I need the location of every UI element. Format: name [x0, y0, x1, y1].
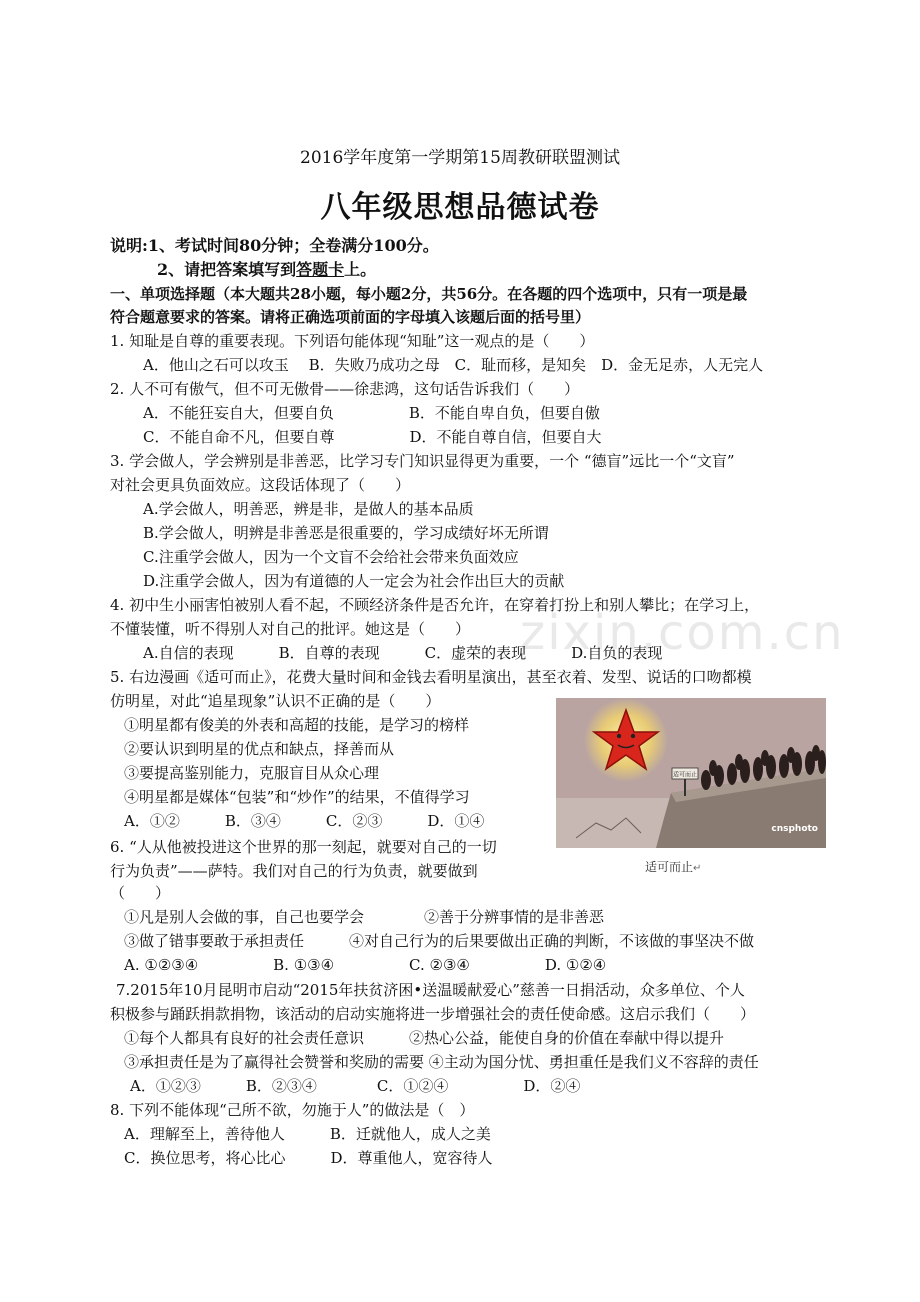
figure-caption — [645, 858, 701, 875]
question-6-options: A. ①②③④ B. ①③④ C. ②③④ D. ①②④ — [124, 956, 607, 974]
question-5-statement-3: ③要提高鉴别能力，克服盲目从众心理 — [124, 764, 380, 782]
question-4-stem-2: 不懂装懂，听不得别人对自己的批评。她这是（ ） — [110, 620, 471, 638]
question-8-options-cd: C．换位思考，将心比心 D．尊重他人，宽容待人 — [124, 1149, 493, 1167]
answer-sheet-term: 答题卡 — [296, 260, 345, 279]
watermark: zixin.com.cn — [520, 605, 845, 661]
question-7-options: A．①②③ B．②③④ C．①②④ D．②④ — [130, 1077, 581, 1095]
section-1-header-line-1: 一、单项选择题（本大题共28小题，每小题2分，共56分。在各题的四个选项中，只有一项是最 — [110, 285, 748, 303]
question-3-option-b: B.学会做人，明辨是非善恶是很重要的，学习成绩好坏无所谓 — [143, 524, 549, 542]
question-8-stem: 8. 下列不能体现“己所不欲，勿施于人”的做法是（ ） — [110, 1101, 475, 1119]
question-7-statements-34: ③承担责任是为了赢得社会赞誉和奖励的需要 ④主动为国分忧、勇担重任是我们义不容辞的责任 — [124, 1053, 759, 1071]
question-2-stem: 2. 人不可有傲气，但不可无傲骨——徐悲鸿，这句话告诉我们（ ） — [110, 380, 580, 398]
question-6-stem-2: 行为负责”——萨特。我们对自己的行为负责，就要做到 — [110, 862, 478, 880]
cartoon-figure — [556, 698, 826, 848]
question-6-statements-34: ③做了错事要敢于承担责任 ④对自己行为的后果要做出正确的判断，不该做的事坚决不做 — [124, 932, 755, 950]
signpost-text: 适可而止 — [672, 771, 698, 779]
question-1-stem: 1. 知耻是自尊的重要表现。下列语句能体现“知耻”这一观点的是（ ） — [110, 332, 595, 350]
instructions-line-2 — [157, 260, 376, 280]
question-5-stem-2: 仿明星，对此“追星现象”认识不正确的是（ ） — [110, 692, 441, 710]
instructions-prefix: 2、请把答案填写到 — [157, 260, 297, 279]
question-5-statement-2: ②要认识到明星的优点和缺点，择善而从 — [124, 740, 395, 758]
exam-title: 八年级思想品德试卷 — [320, 190, 600, 225]
question-8-options-ab: A．理解至上，善待他人 B．迁就他人，成人之美 — [124, 1125, 491, 1143]
question-3-stem-2: 对社会更具负面效应。这段话体现了（ ） — [110, 476, 411, 494]
question-1-options: A．他山之石可以攻玉 B．失败乃成功之母 C．耻而移，是知矣 D．金无足赤，人无完人 — [143, 356, 764, 374]
question-5-statement-1: ①明星都有俊美的外表和高超的技能，是学习的榜样 — [124, 716, 470, 734]
question-5-stem-1: 5. 右边漫画《适可而止》，花费大量时间和金钱去看明星演出，甚至衣着、发型、说话的口吻都模 — [110, 668, 752, 686]
instructions-line-1: 说明:1、考试时间80分钟；全卷满分100分。 — [110, 236, 439, 255]
question-3-option-d: D.注重学会做人，因为有道德的人一定会为社会作出巨大的贡献 — [143, 572, 565, 590]
question-2-options-ab: A．不能狂妄自大，但要自负 B．不能自卑自负，但要自傲 — [143, 404, 600, 422]
question-3-option-a: A.学会做人，明善恶，辨是非，是做人的基本品质 — [143, 500, 474, 518]
question-5-statement-4: ④明星都是媒体“包装”和“炒作”的结果，不值得学习 — [124, 788, 470, 806]
question-2-options-cd: C．不能自命不凡，但要自尊 D．不能自尊自信，但要自大 — [143, 428, 602, 446]
question-7-stem-1: 7.2015年10月昆明市启动“2015年扶贫济困•送温暖献爱心”慈善一日捐活动，众多单位、个人 — [116, 981, 745, 999]
question-6-stem-1: 6. “人从他被投进这个世界的那一刻起，就要对自己的一切 — [110, 838, 497, 856]
question-6-stem-3: （ ） — [110, 884, 171, 902]
section-1-header-line-2: 符合题意要求的答案。请将正确选项前面的字母填入该题后面的括号里） — [110, 308, 591, 326]
photo-credit: cnsphoto — [771, 824, 818, 834]
question-7-statements-12: ①每个人都具有良好的社会责任意识 ②热心公益，能使自身的价值在奉献中得以提升 — [124, 1029, 725, 1047]
question-6-statements-12: ①凡是别人会做的事，自己也要学会 ②善于分辨事情的是非善恶 — [124, 908, 605, 926]
question-7-stem-2: 积极参与踊跃捐款捐物，该活动的启动实施将进一步增强社会的责任使命感。这启示我们（ ） — [110, 1005, 756, 1023]
instructions-suffix: 上。 — [344, 260, 377, 279]
question-3-stem-1: 3. 学会做人，学会辨别是非善恶，比学习专门知识显得更为重要，一个 “德盲”远比一个“文盲” — [110, 452, 735, 470]
figure-caption-text: 适可而止 — [645, 860, 694, 874]
question-3-option-c: C.注重学会做人，因为一个文盲不会给社会带来负面效应 — [143, 548, 519, 566]
exam-subtitle: 2016学年度第一学期第15周教研联盟测试 — [300, 148, 620, 168]
question-5-options: A．①② B．③④ C．②③ D．①④ — [124, 812, 485, 830]
question-4-options: A.自信的表现 B．自尊的表现 C．虚荣的表现 D.自负的表现 — [143, 644, 663, 662]
question-4-stem-1: 4. 初中生小丽害怕被别人看不起，不顾经济条件是否允许，在穿着打扮上和别人攀比；在学习上， — [110, 596, 760, 614]
figure-caption-mark: ↵ — [693, 863, 702, 874]
